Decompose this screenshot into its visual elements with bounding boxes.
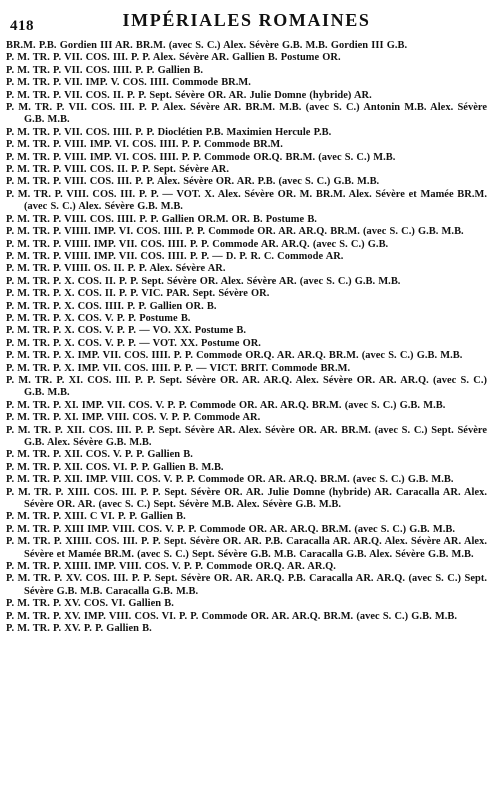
- legend-entry: P. M. TR. P. XV. P. P. Gallien B.: [6, 623, 152, 635]
- legend-entry: P. M. TR. P. X. COS. V. P. P. — VOT. XX. Postume OR.: [6, 337, 261, 349]
- legend-entry: P. M. TR. P. VIII. COS. II. P. P. Sept. Sévère AR.: [6, 164, 229, 176]
- legend-entry: P. M. TR. P. X. COS. V. P. P. Postume B.: [6, 312, 191, 324]
- legend-entry: P. M. TR. P. XI. IMP. VII. COS. V. P. P. Commode OR. AR. AR.Q. BR.M. (avec S. C.) G.B. M.B.: [6, 399, 446, 411]
- legend-entry: P. M. TR. P. VII. IMP. V. COS. IIII. Commode BR.M.: [6, 77, 251, 89]
- legend-entry: P. M. TR. P. VIIII. OS. II. P. P. Alex. Sévère AR.: [6, 263, 226, 275]
- legend-entry: P. M. TR. P. VII. COS. II. P. P. Sept. Sévère OR. AR. Julie Domne (hybride) AR.: [6, 89, 372, 101]
- legend-entry: P. M. TR. P. X. IMP. VII. COS. IIII. P. P. — VICT. BRIT. Commode BR.M.: [6, 362, 351, 374]
- legend-entry: P. M. TR. P. XIII. COS. III. P. P. Sept. Sévère OR. AR. Julie Domne (hybride) AR. Caracalla AR. Alex. Sévère OR. AR. (avec S. C.) Sept. Sévère M.B. Alex. Sévère G.B. M.B.: [6, 486, 487, 511]
- legend-entry: P. M. TR. P. X. IMP. VII. COS. IIII. P. P. Commode OR.Q. AR. AR.Q. BR.M. (avec S. C.) G.B. M.B.: [6, 350, 463, 362]
- legend-entry: P. M. TR. P. XII. COS. III. P. P. Sept. Sévère AR. Alex. Sévère OR. AR. BR.M. (avec S. C.) Sept. Sévère G.B. Alex. Sévère G.B. M.B.: [6, 424, 487, 448]
- legend-entry: P. M. TR. P. X. COS. II. P. P. VIC. PAR. Sept. Sévère OR.: [6, 288, 270, 300]
- legend-entry: P. M. TR. P. VIII. COS. III. P. P. Alex. Sévère OR. AR. P.B. (avec S. C.) G.B. M.B.: [6, 176, 380, 188]
- legend-entry: P. M. TR. P. XV. IMP. VIII. COS. VI. P. P. Commode OR. AR. AR.Q. BR.M. (avec S. C.) G.B. M.B.: [6, 610, 457, 622]
- legend-entry: BR.M. P.B. Gordien III AR. BR.M. (avec S. C.) Alex. Sévère G.B. M.B. Gordien III G.B.: [6, 40, 408, 51]
- legend-entry: P. M. TR. P. XII. COS. VI. P. P. Gallien B. M.B.: [6, 461, 224, 473]
- legend-entry: P. M. TR. P. VII. COS. III. P. P. Alex. Sévère AR. Gallien B. Postume OR.: [6, 52, 341, 64]
- legend-entry: P. M. TR. P. X. COS. V. P. P. — VO. XX. Postume B.: [6, 325, 247, 337]
- legend-entry: P. M. TR. P. XIII IMP. VIII. COS. V. P. P. Commode OR. AR. AR.Q. BR.M. (avec S. C.) G.B. M.B.: [6, 523, 455, 535]
- legend-entry: P. M. TR. P. VII. COS. IIII. P. P. Gallien B.: [6, 64, 204, 76]
- legend-entry: P. M. TR. P. XIIII. COS. III. P. P. Sept. Sévère OR. AR. P.B. Caracalla AR. AR.Q. Alex. Sévère AR. Alex. Sévère et Mamée BR.M. (avec S. C.) Sept. Sévère G.B. M.B. Caracalla G.B. Alex. Sévère G.B. M.B.: [6, 536, 487, 560]
- legend-entry: P. M. TR. P. VIII. COS. III. P. P. — VOT. X. Alex. Sévère OR. M. BR.M. Alex. Sévère et Mamée BR.M. (avec S. C.) Alex. Sévère G.B. M.B.: [6, 188, 487, 213]
- legend-entry: P. M. TR. P. XIII. C VI. P. P. Gallien B.: [6, 511, 186, 523]
- legend-entry: P. M. TR. P. XII. IMP. VIII. COS. V. P. P. Commode OR. AR. AR.Q. BR.M. (avec S. C.) G.B. M.B.: [6, 474, 454, 486]
- legend-entry: P. M. TR. P. VIIII. IMP. VII. COS. IIII. P. P. Commode AR. AR.Q. (avec S. C.) G.B.: [6, 238, 389, 250]
- legend-entry: P. M. TR. P. XV. COS. VI. Gallien B.: [6, 598, 174, 610]
- legend-entry: P. M. TR. P. VIII. COS. IIII. P. P. Gallien OR.M. OR. B. Postume B.: [6, 213, 317, 225]
- legend-entry: P. M. TR. P. X. COS. II. P. P. Sept. Sévère OR. Alex. Sévère AR. (avec S. C.) G.B. M.B.: [6, 275, 401, 287]
- legend-entry: P. M. TR. P. VIIII. IMP. VII. COS. IIII. P. P. — D. P. R. C. Commode AR.: [6, 250, 344, 262]
- page-header: [6, 4, 487, 34]
- legend-entry: P. M. TR. P. VIII. IMP. VI. COS. IIII. P. P. Commode BR.M.: [6, 139, 283, 151]
- legend-entry: P. M. TR. P. X. COS. IIII. P. P. Gallien OR. B.: [6, 300, 217, 312]
- page-number: 418: [10, 18, 34, 34]
- legend-entry: P. M. TR. P. XIIII. IMP. VIII. COS. V. P. P. Commode OR.Q. AR. AR.Q.: [6, 561, 336, 573]
- running-title: IMPÉRIALES ROMAINES: [122, 10, 371, 30]
- legend-entry: P. M. TR. P. VIII. IMP. VI. COS. IIII. P. P. Commode OR.Q. BR.M. (avec S. C.) M.B.: [6, 151, 396, 163]
- legend-entry: P. M. TR. P. XII. COS. V. P. P. Gallien B.: [6, 449, 193, 461]
- legend-entry: P. M. TR. P. VII. COS. IIII. P. P. Dioclétien P.B. Maximien Hercule P.B.: [6, 126, 332, 138]
- legend-entry: P. M. TR. P. VII. COS. III. P. P. Alex. Sévère AR. BR.M. M.B. (avec S. C.) Antonin M.B. Alex. Sévère G.B. M.B.: [6, 102, 487, 126]
- legend-entry-list: [6, 40, 487, 636]
- legend-entry: P. M. TR. P. VIIII. IMP. VI. COS. IIII. P. P. Commode OR. AR. AR.Q. BR.M. (avec S. C.) G.B. M.B.: [6, 226, 464, 238]
- legend-entry: P. M. TR. P. XI. COS. III. P. P. Sept. Sévère OR. AR. AR.Q. Alex. Sévère OR. AR. AR.Q. (avec S. C.) G.B. M.B.: [6, 374, 487, 399]
- legend-entry: P. M. TR. P. XV. COS. III. P. P. Sept. Sévère OR. AR. AR.Q. P.B. Caracalla AR. AR.Q. (avec S. C.) Sept. Sévère G.B. M.B. Caracalla G.B. M.B.: [6, 573, 487, 597]
- legend-entry: P. M. TR. P. XI. IMP. VIII. COS. V. P. P. Commode AR.: [6, 412, 261, 424]
